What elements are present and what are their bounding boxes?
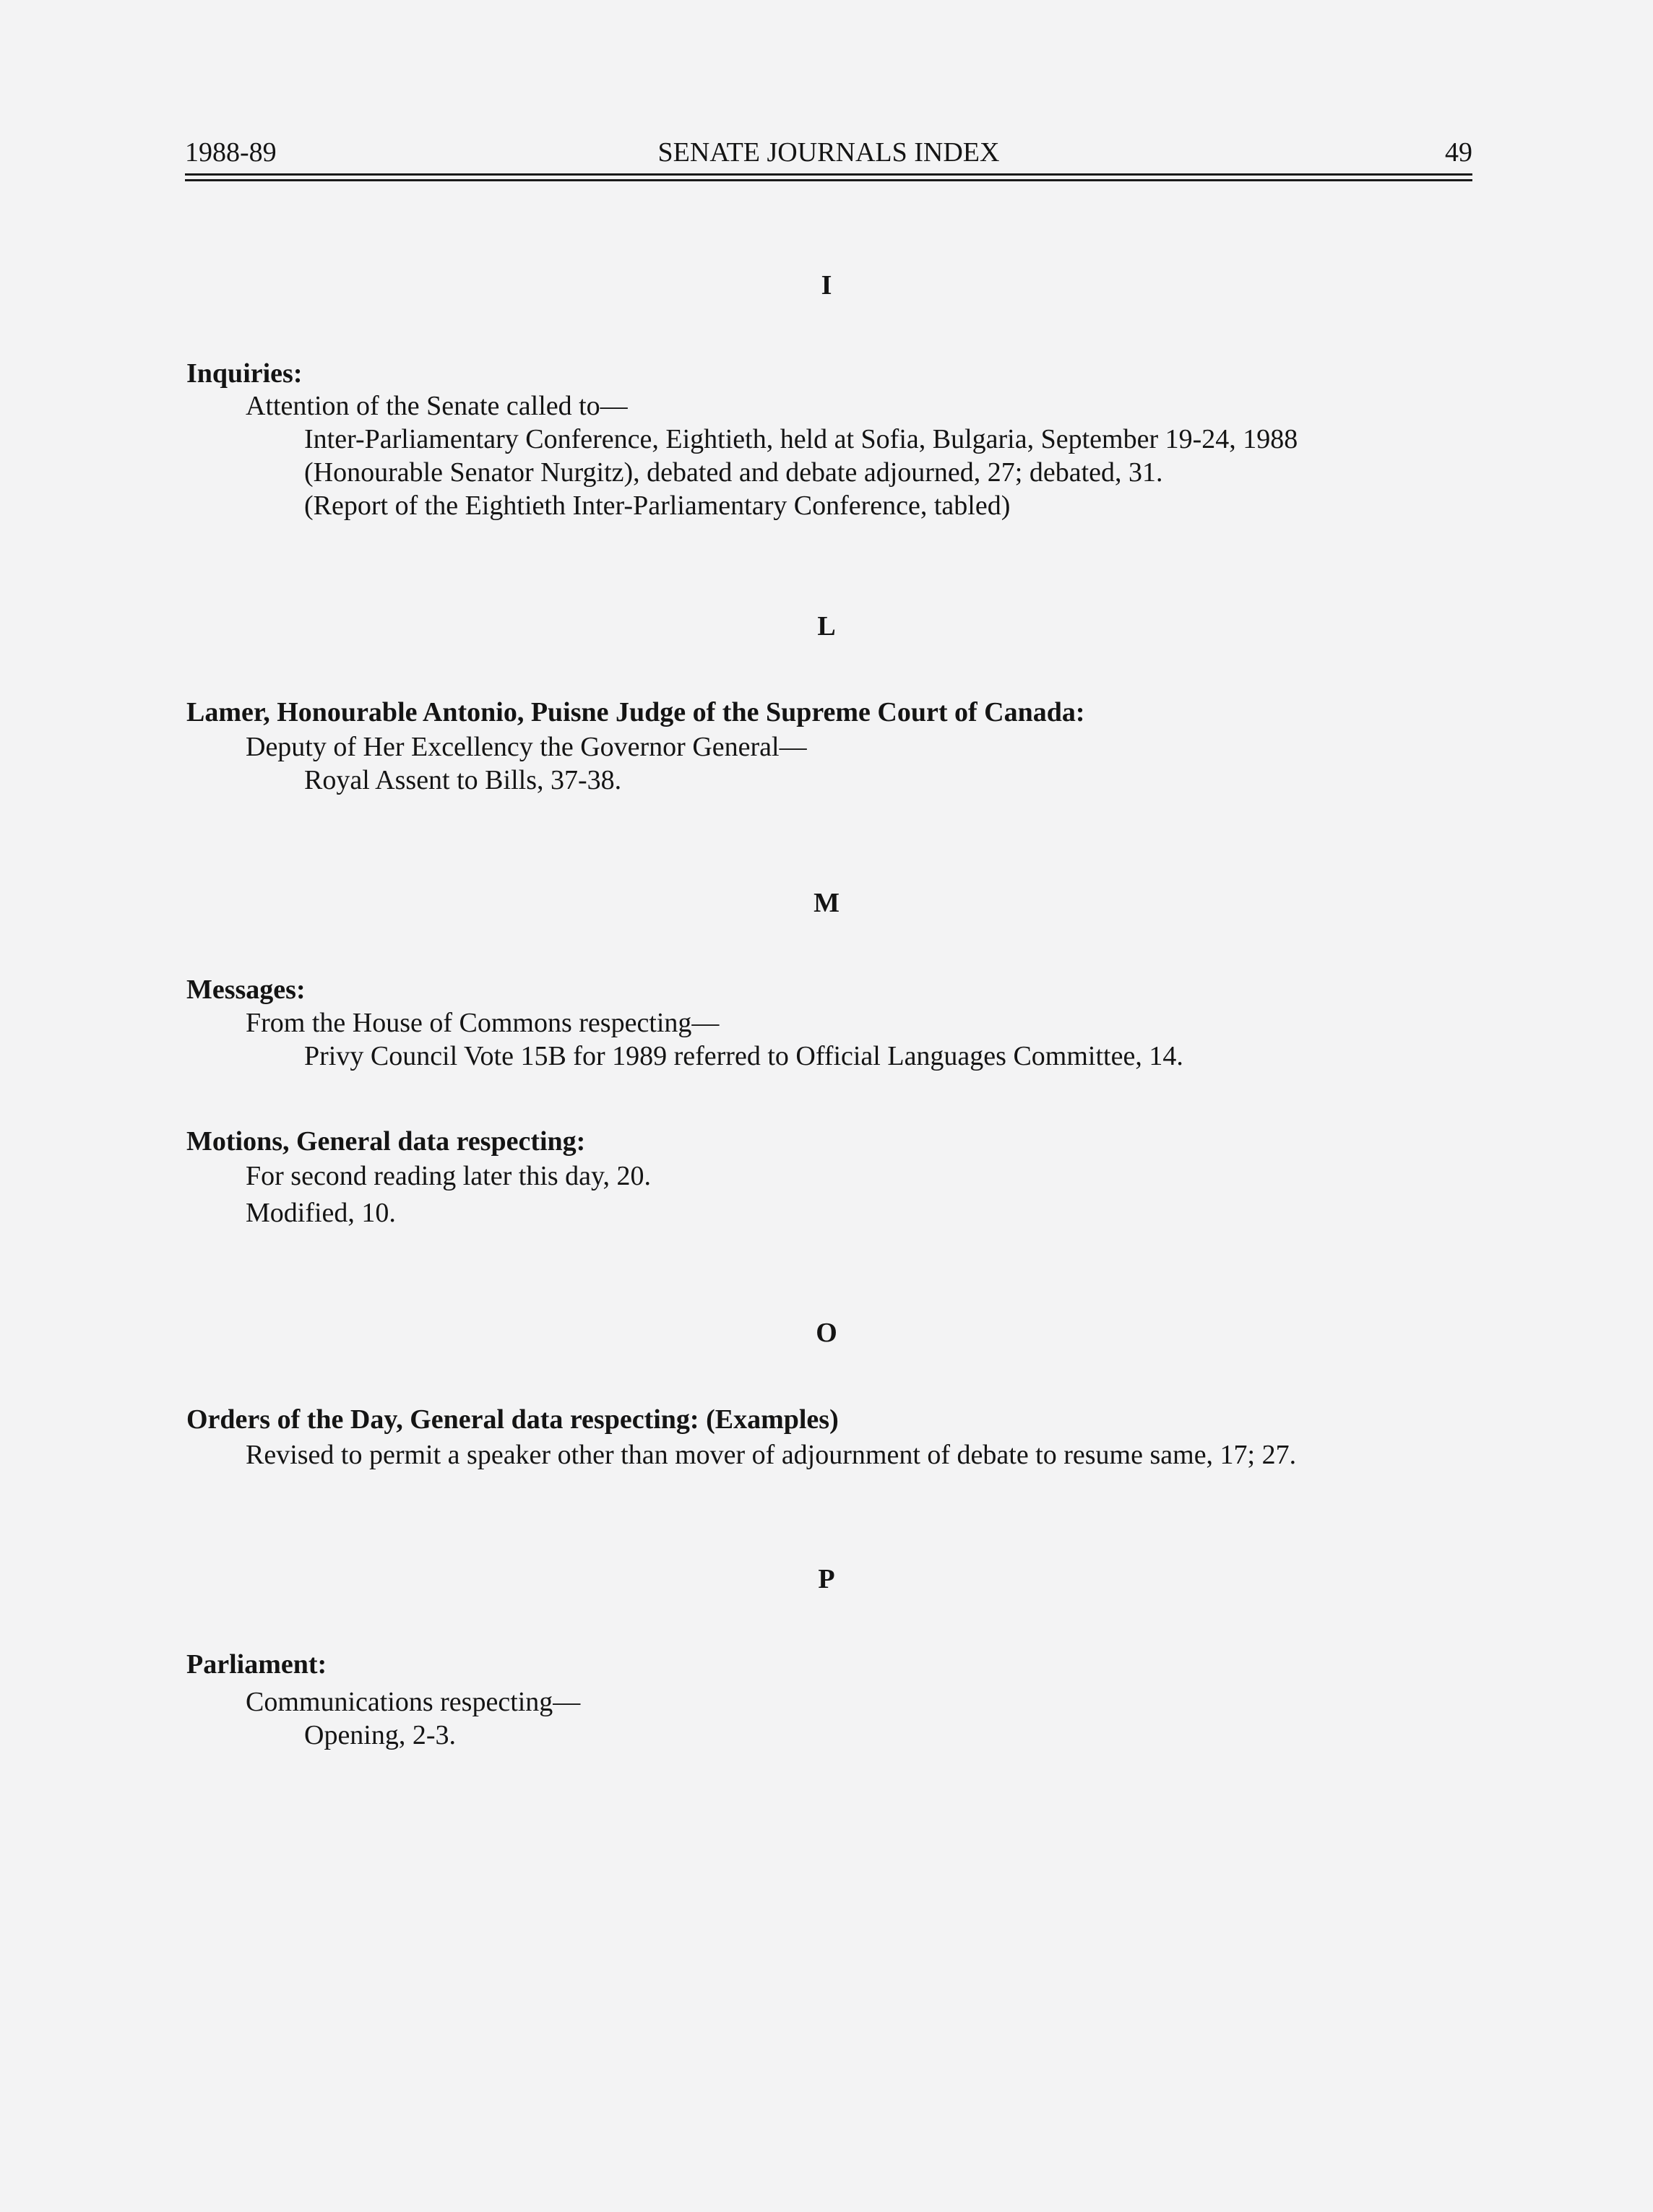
entry-heading-lamer: Lamer, Honourable Antonio, Puisne Judge of the Supreme Court of Canada: bbox=[186, 697, 1085, 727]
entry-line: Revised to permit a speaker other than mover of adjournment of debate to resume same, 17; 27. bbox=[246, 1440, 1297, 1470]
entry-line: (Report of the Eightieth Inter-Parliamentary Conference, tabled) bbox=[304, 491, 1011, 521]
section-letter-m: M bbox=[813, 888, 840, 918]
entry-line: Royal Assent to Bills, 37-38. bbox=[304, 765, 622, 795]
entry-line: Modified, 10. bbox=[246, 1198, 396, 1228]
section-letter-p: P bbox=[818, 1564, 835, 1594]
section-letter-o: O bbox=[816, 1318, 837, 1348]
header-title: SENATE JOURNALS INDEX bbox=[657, 137, 1000, 168]
section-letter-l: L bbox=[817, 611, 836, 641]
entry-line: Inter-Parliamentary Conference, Eightieth, held at Sofia, Bulgaria, September 19-24, 1988 bbox=[304, 424, 1298, 454]
entry-heading-parliament: Parliament: bbox=[186, 1649, 327, 1680]
entry-line: Opening, 2-3. bbox=[304, 1720, 457, 1750]
entry-line: For second reading later this day, 20. bbox=[246, 1161, 652, 1191]
entry-heading-inquiries: Inquiries: bbox=[186, 358, 303, 389]
entry-line: Privy Council Vote 15B for 1989 referred to Official Languages Committee, 14. bbox=[304, 1041, 1183, 1071]
header-rule-bottom bbox=[185, 179, 1472, 181]
entry-heading-motions: Motions, General data respecting: bbox=[186, 1126, 586, 1157]
page-number: 49 bbox=[1445, 137, 1472, 168]
header-year: 1988-89 bbox=[185, 137, 277, 168]
section-letter-i: I bbox=[821, 270, 832, 301]
entry-line: Deputy of Her Excellency the Governor General— bbox=[246, 732, 807, 762]
entry-heading-orders: Orders of the Day, General data respecting: (Examples) bbox=[186, 1404, 839, 1435]
header-rule-top bbox=[185, 173, 1472, 176]
entry-line: From the House of Commons respecting— bbox=[246, 1008, 720, 1038]
entry-line: (Honourable Senator Nurgitz), debated and debate adjourned, 27; debated, 31. bbox=[304, 457, 1163, 488]
entry-line: Communications respecting— bbox=[246, 1687, 581, 1717]
running-head bbox=[185, 134, 1472, 170]
entry-heading-messages: Messages: bbox=[186, 975, 306, 1005]
entry-line: Attention of the Senate called to— bbox=[246, 391, 628, 421]
